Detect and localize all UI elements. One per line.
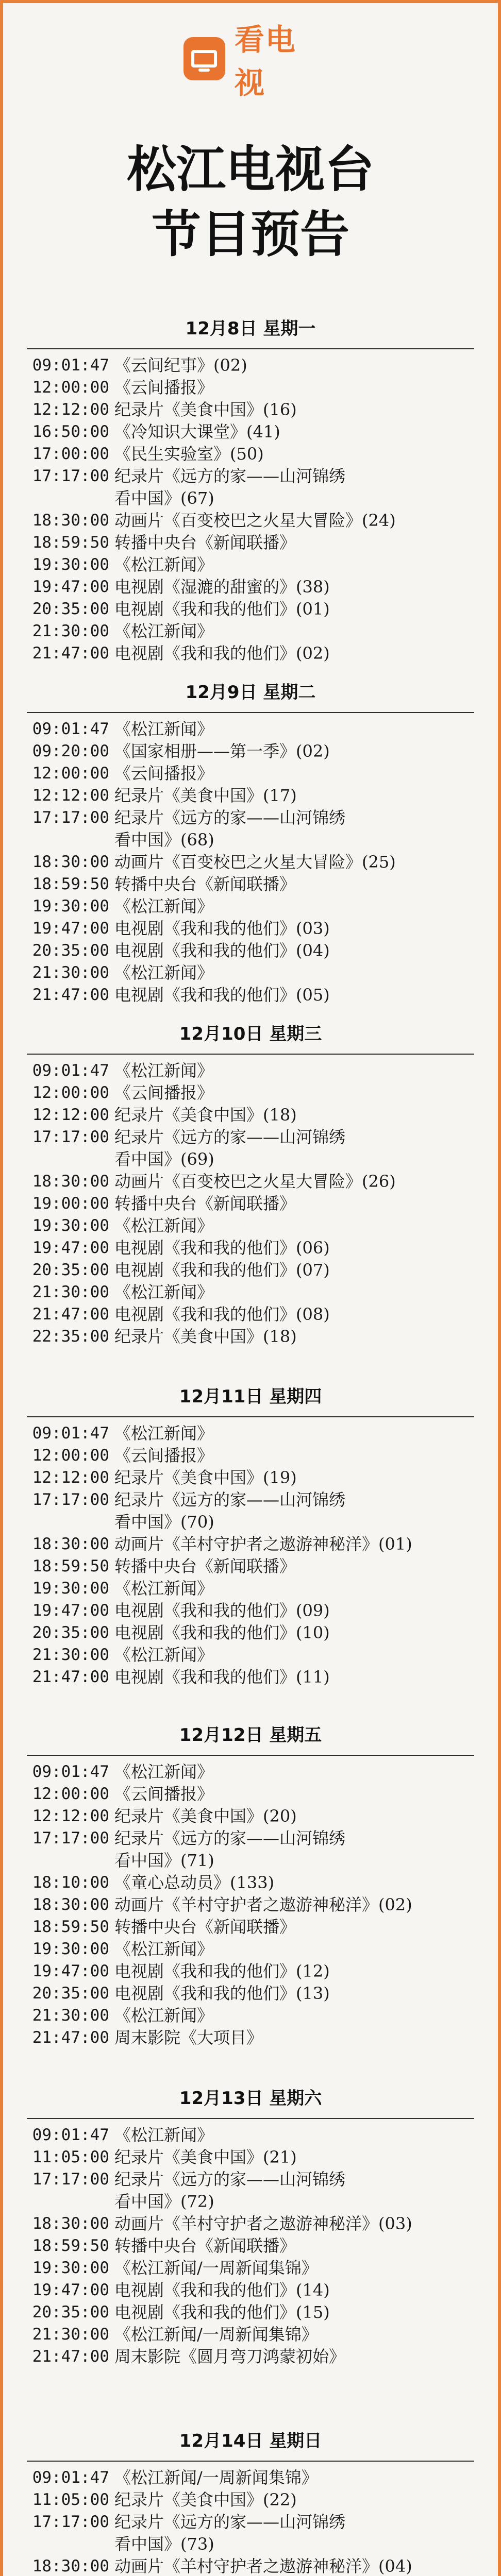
program-row [3,487,498,510]
program-title: 纪录片《远方的家——山河锦绣 [114,1828,346,1848]
program-title: 动画片《羊村守护者之遨游神秘洋》(03) [114,2214,412,2233]
program-time: 11:05:00 [32,2490,109,2509]
program-title: 电视剧《我和我的他们》(13) [114,1984,330,2003]
program-title: 看中国》(67) [114,488,214,508]
program-row [3,1850,498,1872]
program-row [3,1237,498,1259]
program-time: 18:30:00 [32,1535,109,1553]
program-row [3,2191,498,2213]
program-row [3,918,498,940]
program-row [3,2489,498,2511]
program-time: 18:59:50 [32,1918,109,1936]
program-title: 看中国》(72) [114,2192,214,2211]
program-row [3,377,498,399]
program-time: 21:30:00 [32,963,109,982]
program-title: 《云间播报》 [114,1446,214,1465]
program-time: 20:35:00 [32,1623,109,1642]
day-divider [27,348,474,349]
program-time: 12:12:00 [32,1106,109,1124]
program-time: 19:47:00 [32,1962,109,1980]
program-title: 纪录片《美食中国》(22) [114,2490,297,2510]
program-row [3,354,498,377]
program-time: 19:47:00 [32,1239,109,1257]
program-title: 转播中央台《新闻联播》 [114,533,296,552]
program-time: 19:47:00 [32,2281,109,2299]
program-row [3,399,498,421]
program-title: 纪录片《远方的家——山河锦绣 [114,2512,346,2532]
day-block [3,2430,498,2576]
day-divider [27,1054,474,1055]
program-title: 看中国》(71) [114,1851,214,1870]
program-row [3,1783,498,1805]
program-title: 纪录片《美食中国》(16) [114,400,297,419]
program-title: 《松江新闻》 [114,1216,214,1235]
program-title: 《松江新闻》 [114,1061,214,1080]
program-list [3,2124,498,2368]
program-time: 21:30:00 [32,622,109,640]
program-time: 17:17:00 [32,2513,109,2531]
program-row [3,2257,498,2279]
program-time: 21:30:00 [32,2325,109,2344]
program-title: 看中国》(68) [114,830,214,850]
brand-badge [183,22,324,100]
program-title: 《云间播报》 [114,764,214,783]
program-time: 12:00:00 [32,1785,109,1803]
program-time: 18:10:00 [32,1873,109,1892]
program-title: 电视剧《我和我的他们》(14) [114,2280,330,2300]
program-list [3,1060,498,1348]
program-title: 《松江新闻》 [114,963,214,982]
program-title: 周末影院《圆月弯刀鸿蒙初始》 [114,2347,346,2366]
program-time: 12:12:00 [32,786,109,805]
program-title: 《松江新闻》 [114,1939,214,1959]
program-row [3,1148,498,1171]
program-row [3,620,498,642]
program-row [3,1215,498,1237]
program-time: 21:47:00 [32,986,109,1004]
program-time: 19:30:00 [32,897,109,916]
program-row [3,2346,498,2368]
tv-icon [183,37,225,80]
program-time [3,1850,114,1872]
program-title: 动画片《百变校巴之火星大冒险》(26) [114,1172,396,1191]
day-divider [27,1755,474,1756]
program-time: 19:47:00 [32,1601,109,1620]
program-title: 《松江新闻》 [114,2006,214,2025]
program-time: 21:47:00 [32,644,109,663]
program-time: 17:17:00 [32,1128,109,1146]
program-row [3,1422,498,1445]
program-time [3,487,114,510]
page-subtitle: 节目预告 [152,206,349,263]
program-title: 看中国》(69) [114,1149,214,1169]
program-title: 动画片《羊村守护者之遨游神秘洋》(02) [114,1895,412,1914]
program-row [3,642,498,665]
program-time [3,829,114,851]
program-title: 电视剧《我和我的他们》(11) [114,1667,330,1687]
program-title: 纪录片《远方的家——山河锦绣 [114,466,346,486]
program-row [3,1489,498,1511]
program-title: 动画片《百变校巴之火星大冒险》(25) [114,852,396,872]
program-time: 18:30:00 [32,1895,109,1914]
program-time: 19:30:00 [32,555,109,574]
program-row [3,1171,498,1193]
program-time: 19:30:00 [32,2259,109,2277]
program-time: 22:35:00 [32,1327,109,1346]
day-heading: 12月12日 星期五 [179,1725,322,1745]
program-title: 《云间播报》 [114,378,214,397]
program-title: 《松江新闻》 [114,2125,214,2145]
program-time: 18:30:00 [32,853,109,871]
program-row [3,873,498,895]
program-time: 21:30:00 [32,1646,109,1664]
program-row [3,2168,498,2191]
program-title: 《松江新闻》 [114,1579,214,1598]
program-title: 电视剧《我和我的他们》(08) [114,1304,330,1324]
day-heading: 12月13日 星期六 [179,2088,322,2109]
program-time: 19:30:00 [32,1216,109,1235]
program-row [3,1281,498,1303]
day-heading: 12月9日 星期二 [185,682,316,703]
program-row [3,1082,498,1104]
program-title: 电视剧《我和我的他们》(02) [114,643,330,663]
program-row [3,1555,498,1578]
program-title: 《松江新闻》 [114,621,214,641]
program-title: 转播中央台《新闻联播》 [114,874,296,894]
program-title: 电视剧《我和我的他们》(06) [114,1238,330,1258]
program-time [3,2191,114,2213]
program-row [3,2467,498,2489]
program-row [3,598,498,620]
program-row [3,2213,498,2235]
program-row [3,465,498,487]
program-title: 电视剧《我和我的他们》(15) [114,2302,330,2322]
program-row [3,807,498,829]
program-title: 纪录片《远方的家——山河锦绣 [114,1127,346,1147]
program-row [3,718,498,740]
program-title: 电视剧《我和我的他们》(12) [114,1961,330,1981]
program-time: 19:30:00 [32,1579,109,1598]
program-time: 09:01:47 [32,1061,109,1080]
program-title: 《民生实验室》(50) [114,444,264,464]
program-row [3,1467,498,1489]
program-list [3,2467,498,2576]
program-time: 19:30:00 [32,1940,109,1958]
program-time: 11:05:00 [32,2148,109,2166]
program-title: 《松江新闻/一周新闻集锦》 [114,2468,318,2487]
program-time: 16:50:00 [32,422,109,441]
program-row [3,1666,498,1688]
program-time: 17:00:00 [32,445,109,463]
day-block [3,317,498,665]
program-row [3,1894,498,1916]
program-title: 《松江新闻/一周新闻集锦》 [114,2325,318,2344]
program-list [3,718,498,1006]
program-title: 看中国》(73) [114,2534,214,2554]
program-time: 12:00:00 [32,378,109,397]
program-row [3,851,498,873]
program-title: 纪录片《美食中国》(20) [114,1806,297,1826]
program-row [3,1104,498,1126]
program-title: 纪录片《远方的家——山河锦绣 [114,1490,346,1510]
day-divider [27,2118,474,2119]
program-title: 《松江新闻》 [114,719,214,739]
program-list [3,1422,498,1688]
program-time: 19:47:00 [32,578,109,596]
program-row [3,1872,498,1894]
program-row [3,1960,498,1982]
program-time: 17:17:00 [32,808,109,827]
program-row [3,1805,498,1827]
day-block [3,2087,498,2368]
program-row [3,1644,498,1666]
program-title: 转播中央台《新闻联播》 [114,2236,296,2256]
program-time: 19:47:00 [32,919,109,938]
program-list [3,1761,498,2049]
program-title: 纪录片《美食中国》(18) [114,1327,297,1346]
program-row [3,532,498,554]
program-row [3,1511,498,1533]
program-title: 《国家相册——第一季》(02) [114,741,330,761]
program-row [3,443,498,465]
program-title: 《松江新闻》 [114,1645,214,1665]
program-row [3,421,498,443]
program-time: 17:17:00 [32,1829,109,1848]
program-row [3,2324,498,2346]
program-time: 20:35:00 [32,1261,109,1279]
program-list [3,354,498,665]
program-row [3,1827,498,1850]
program-time: 20:35:00 [32,941,109,960]
program-time: 21:30:00 [32,1283,109,1301]
program-title: 动画片《百变校巴之火星大冒险》(24) [114,511,396,530]
program-row [3,1761,498,1783]
program-time: 09:01:47 [32,1762,109,1781]
program-title: 《松江新闻》 [114,1282,214,1302]
day-heading: 12月14日 星期日 [179,2431,322,2451]
program-title: 转播中央台《新闻联播》 [114,1556,296,1576]
program-title: 动画片《羊村守护者之遨游神秘洋》(01) [114,1534,412,1554]
program-time: 18:30:00 [32,2214,109,2233]
program-time: 20:35:00 [32,2303,109,2321]
program-title: 转播中央台《新闻联播》 [114,1194,296,1213]
brand-label: 看电视 [234,22,296,100]
program-row [3,2235,498,2257]
program-row [3,2027,498,2049]
program-title: 电视剧《我和我的他们》(03) [114,919,330,938]
program-title: 《松江新闻/一周新闻集锦》 [114,2258,318,2278]
program-row [3,940,498,962]
program-row [3,1326,498,1348]
program-title: 纪录片《美食中国》(19) [114,1468,297,1487]
program-title: 《云间纪事》(02) [114,355,247,375]
program-row [3,762,498,785]
program-time: 09:01:47 [32,2468,109,2487]
program-row [3,962,498,984]
program-row [3,1303,498,1326]
day-block [3,1023,498,1348]
program-time: 19:00:00 [32,1194,109,1213]
program-time: 17:17:00 [32,1490,109,1509]
program-time: 09:01:47 [32,2126,109,2144]
program-time: 21:47:00 [32,1305,109,1324]
day-block [3,681,498,1006]
program-title: 电视剧《我和我的他们》(09) [114,1601,330,1620]
day-divider [27,712,474,713]
program-time: 18:59:50 [32,2236,109,2255]
program-title: 《童心总动员》(133) [114,1873,275,1892]
program-row [3,2301,498,2324]
program-row [3,2555,498,2576]
program-time: 12:00:00 [32,1446,109,1465]
program-time: 09:20:00 [32,742,109,760]
program-title: 电视剧《我和我的他们》(05) [114,985,330,1005]
program-time: 21:30:00 [32,2006,109,2025]
page-title: 松江电视台 [127,141,374,198]
day-block [3,1385,498,1688]
program-title: 纪录片《远方的家——山河锦绣 [114,808,346,827]
program-row [3,785,498,807]
program-title: 动画片《羊村守护者之遨游神秘洋》(04) [114,2556,412,2576]
program-time: 12:00:00 [32,1083,109,1102]
program-time: 21:47:00 [32,2347,109,2366]
program-time: 18:30:00 [32,1172,109,1191]
program-title: 《松江新闻》 [114,555,214,574]
program-row [3,1982,498,2005]
program-time: 09:01:47 [32,1424,109,1443]
program-time [3,1148,114,1171]
program-title: 电视剧《湿漉的甜蜜的》(38) [114,577,330,597]
program-time: 12:12:00 [32,400,109,419]
program-title: 《云间播报》 [114,1784,214,1804]
program-title: 纪录片《远方的家——山河锦绣 [114,2170,346,2189]
day-heading: 12月8日 星期一 [185,318,316,339]
program-title: 《松江新闻》 [114,1762,214,1782]
program-row [3,984,498,1006]
program-title: 周末影院《大项目》 [114,2028,263,2047]
program-time: 21:47:00 [32,2028,109,2047]
program-time: 12:12:00 [32,1468,109,1487]
program-row [3,2279,498,2301]
program-title: 电视剧《我和我的他们》(10) [114,1623,330,1642]
program-title: 电视剧《我和我的他们》(01) [114,599,330,619]
day-block [3,1724,498,2049]
program-row [3,1445,498,1467]
program-row [3,829,498,851]
program-row [3,2124,498,2146]
program-title: 纪录片《美食中国》(17) [114,786,297,805]
program-row [3,2533,498,2555]
day-divider [27,1416,474,1417]
program-row [3,1916,498,1938]
program-time: 17:17:00 [32,467,109,485]
program-title: 纪录片《美食中国》(21) [114,2147,297,2167]
day-divider [27,2461,474,2462]
program-time: 12:12:00 [32,1807,109,1825]
program-row [3,1938,498,1960]
program-time: 20:35:00 [32,1984,109,2003]
program-time [3,1511,114,1533]
program-time: 17:17:00 [32,2170,109,2189]
program-time: 21:47:00 [32,1668,109,1686]
program-row [3,1533,498,1555]
program-time: 18:59:50 [32,1557,109,1575]
program-title: 《松江新闻》 [114,1423,214,1443]
program-time [3,2533,114,2555]
program-time: 09:01:47 [32,720,109,738]
day-heading: 12月10日 星期三 [179,1024,322,1044]
program-row [3,2511,498,2533]
program-row [3,510,498,532]
day-heading: 12月11日 星期四 [179,1386,322,1407]
program-title: 转播中央台《新闻联播》 [114,1917,296,1937]
program-time: 18:30:00 [32,511,109,530]
program-time: 20:35:00 [32,600,109,618]
program-row [3,1126,498,1148]
program-row [3,1622,498,1644]
program-row [3,740,498,762]
program-time: 12:00:00 [32,764,109,783]
program-title: 电视剧《我和我的他们》(04) [114,941,330,960]
program-row [3,895,498,918]
program-row [3,1600,498,1622]
program-time: 18:30:00 [32,2557,109,2575]
program-row [3,2005,498,2027]
program-title: 看中国》(70) [114,1512,214,1532]
program-row [3,1259,498,1281]
program-row [3,1060,498,1082]
program-title: 纪录片《美食中国》(18) [114,1105,297,1125]
program-row [3,576,498,598]
program-time: 18:59:50 [32,875,109,893]
program-time: 09:01:47 [32,356,109,375]
program-title: 电视剧《我和我的他们》(07) [114,1260,330,1280]
program-row [3,1578,498,1600]
tv-screen-shape [191,50,217,67]
program-title: 《冷知识大课堂》(41) [114,422,280,442]
program-row [3,1193,498,1215]
program-row [3,554,498,576]
program-row [3,2146,498,2168]
program-time: 18:59:50 [32,533,109,552]
program-title: 《云间播报》 [114,1083,214,1103]
program-title: 《松江新闻》 [114,896,214,916]
